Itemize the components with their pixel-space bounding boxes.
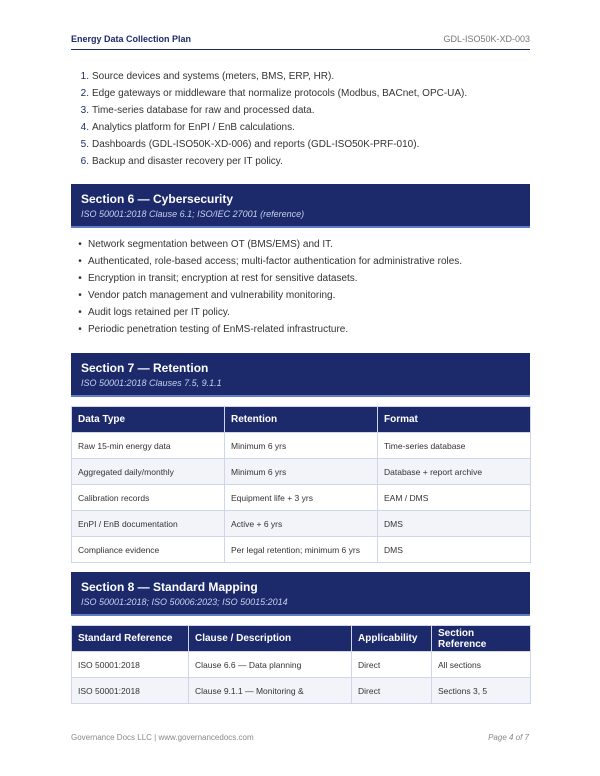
standard-mapping-table <box>71 625 531 704</box>
table-cell: Sections 3, 5 <box>432 678 531 704</box>
table-cell: Clause 9.1.1 — Monitoring & <box>189 678 352 704</box>
bullet-icon: • <box>78 256 82 267</box>
column-header: Retention <box>225 407 378 433</box>
table-cell: Direct <box>352 652 432 678</box>
column-header: Standard Reference <box>72 626 189 652</box>
table-cell: Minimum 6 yrs <box>225 433 378 459</box>
column-header: Section Reference <box>432 626 531 652</box>
bullet-icon: • <box>78 273 82 284</box>
table-row <box>72 678 531 704</box>
table-cell: Active + 6 yrs <box>225 511 378 537</box>
cybersecurity-bullets <box>71 236 530 338</box>
table-row <box>72 485 531 511</box>
list-item: 1. Source devices and systems (meters, BMS, ERP, HR). <box>80 71 335 82</box>
list-item: • Encryption in transit; encryption at rest for sensitive datasets. <box>71 270 530 287</box>
column-header: Clause / Description <box>189 626 352 652</box>
section-title: Section 6 — Cybersecurity <box>81 192 234 206</box>
table-cell: Clause 6.6 — Data planning <box>189 652 352 678</box>
table-cell: Time-series database <box>378 433 531 459</box>
section-8-header <box>71 572 530 616</box>
table-row <box>72 537 531 563</box>
table-cell: Compliance evidence <box>72 537 225 563</box>
table-cell: ISO 50001:2018 <box>72 678 189 704</box>
list-item: • Network segmentation between OT (BMS/EMS) and IT. <box>71 236 530 253</box>
table-cell: Minimum 6 yrs <box>225 459 378 485</box>
section-subtitle: ISO 50001:2018 Clause 6.1; ISO/IEC 27001 (reference) <box>81 209 305 219</box>
table-cell: Aggregated daily/monthly <box>72 459 225 485</box>
table-row <box>72 652 531 678</box>
retention-table <box>71 406 531 563</box>
column-header: Data Type <box>72 407 225 433</box>
page-number: Page 4 of 7 <box>488 733 529 742</box>
section-subtitle: ISO 50001:2018 Clauses 7.5, 9.1.1 <box>81 378 222 388</box>
column-header: Applicability <box>352 626 432 652</box>
table-header-row <box>72 407 531 433</box>
footer-company: Governance Docs LLC | www.governancedocs.com <box>71 733 254 742</box>
list-item: 2. Edge gateways or middleware that normalize protocols (Modbus, BACnet, OPC-UA). <box>80 88 468 99</box>
list-item: 4. Analytics platform for EnPI / EnB calculations. <box>80 122 295 133</box>
table-row <box>72 459 531 485</box>
table-row <box>72 433 531 459</box>
table-row <box>72 511 531 537</box>
bullet-icon: • <box>78 239 82 250</box>
list-item: • Audit logs retained per IT policy. <box>71 304 530 321</box>
table-cell: Raw 15-min energy data <box>72 433 225 459</box>
list-item: 5. Dashboards (GDL-ISO50K-XD-006) and reports (GDL-ISO50K-PRF-010). <box>80 139 420 150</box>
bullet-icon: • <box>78 324 82 335</box>
list-item: 3. Time-series database for raw and processed data. <box>80 105 315 116</box>
table-cell: Equipment life + 3 yrs <box>225 485 378 511</box>
list-item: • Periodic penetration testing of EnMS-related infrastructure. <box>71 321 530 338</box>
section-title: Section 7 — Retention <box>81 361 209 375</box>
page-header <box>71 34 530 50</box>
table-cell: EnPI / EnB documentation <box>72 511 225 537</box>
table-cell: Database + report archive <box>378 459 531 485</box>
document-code: GDL-ISO50K-XD-003 <box>443 34 530 44</box>
table-header-row <box>72 626 531 652</box>
bullet-icon: • <box>78 307 82 318</box>
table-cell: All sections <box>432 652 531 678</box>
table-cell: ISO 50001:2018 <box>72 652 189 678</box>
document-title: Energy Data Collection Plan <box>71 34 192 44</box>
section-7-header <box>71 353 530 397</box>
list-item: 6. Backup and disaster recovery per IT policy. <box>80 156 283 167</box>
table-cell: DMS <box>378 511 531 537</box>
list-item: • Authenticated, role-based access; multi-factor authentication for administrative roles. <box>71 253 530 270</box>
section-subtitle: ISO 50001:2018; ISO 50006:2023; ISO 50015:2014 <box>81 597 288 607</box>
section-6-header <box>71 184 530 228</box>
table-cell: Direct <box>352 678 432 704</box>
architecture-list <box>71 68 530 170</box>
list-item: • Vendor patch management and vulnerability monitoring. <box>71 287 530 304</box>
table-cell: Calibration records <box>72 485 225 511</box>
column-header: Format <box>378 407 531 433</box>
table-cell: Per legal retention; minimum 6 yrs <box>225 537 378 563</box>
bullet-icon: • <box>78 290 82 301</box>
section-title: Section 8 — Standard Mapping <box>81 580 258 594</box>
table-cell: EAM / DMS <box>378 485 531 511</box>
table-cell: DMS <box>378 537 531 563</box>
